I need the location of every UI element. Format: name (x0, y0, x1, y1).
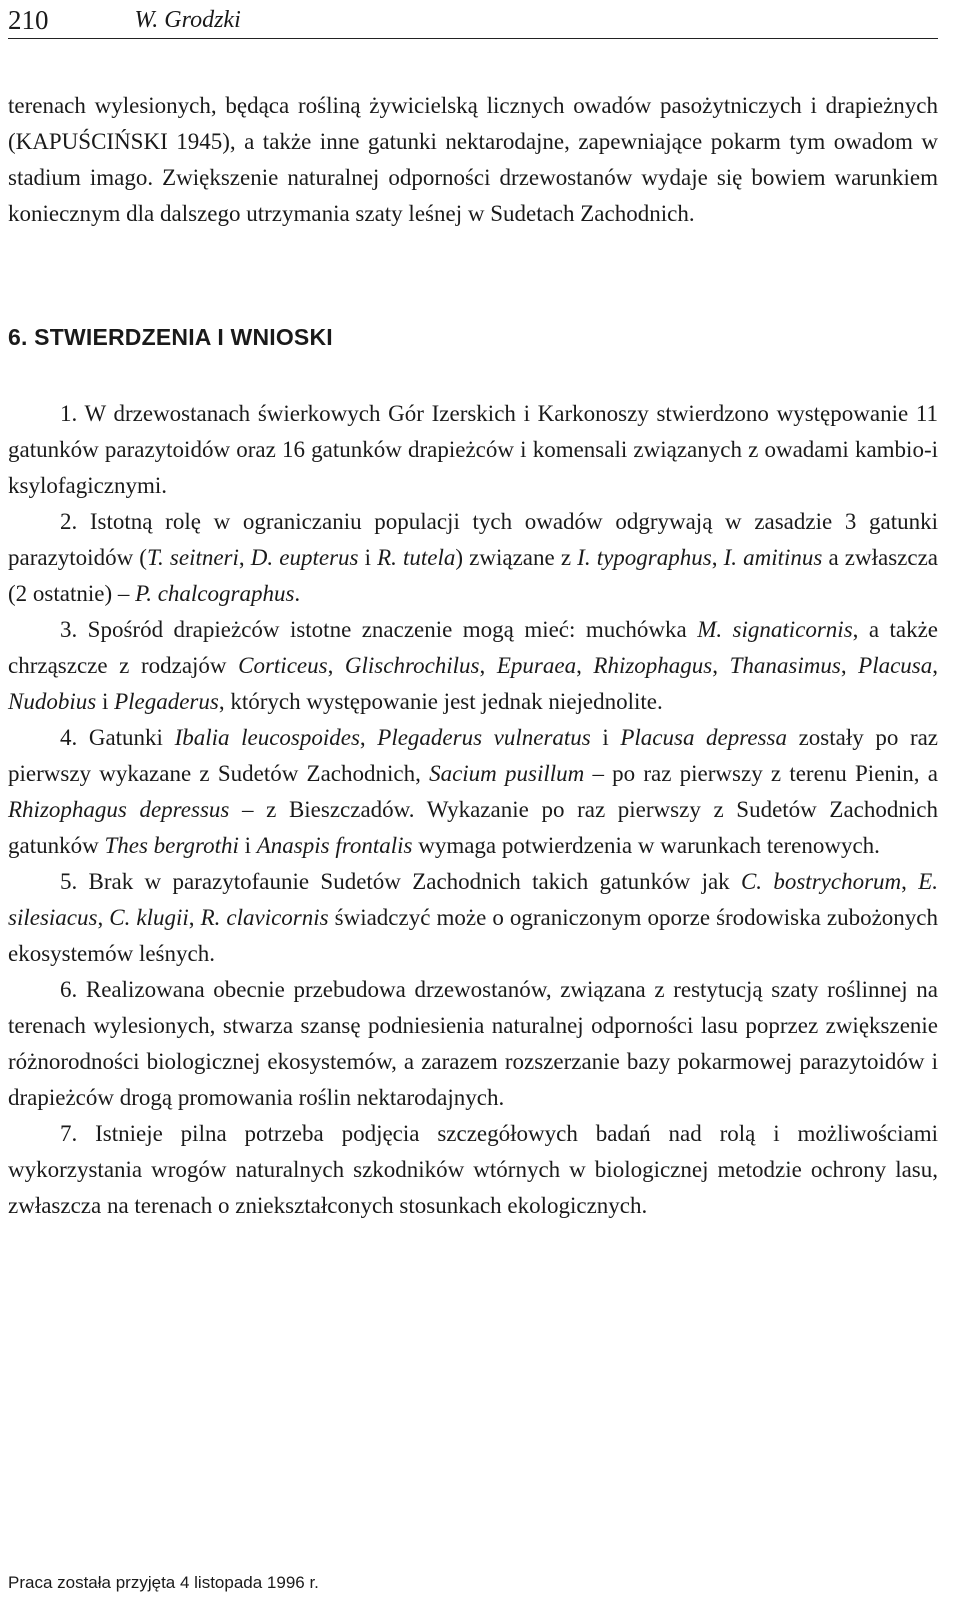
conclusion-item-1 (8, 396, 938, 504)
item-text: 4. Gatunki (60, 725, 175, 750)
item-text: . (294, 581, 301, 606)
item-text: , (238, 545, 251, 570)
item-text: i (358, 545, 378, 570)
species-name: Sacium pusillum (429, 761, 585, 786)
species-name: D. eupterus (250, 545, 359, 570)
species-name: P. chalcographus (135, 581, 295, 606)
item-text: i (238, 833, 257, 858)
species-name: Plegaderus vulneratus (377, 725, 591, 750)
page-header (8, 0, 938, 39)
species-name: C. bostrychorum (740, 869, 902, 894)
item-text: , (97, 905, 110, 930)
acceptance-note: Praca została przyjęta 4 listopada 1996 r. (8, 1573, 319, 1592)
genus-name: Rhizophagus (593, 653, 713, 678)
genus-name: Thanasimus (729, 653, 841, 678)
item-text: 7. Istnieje pilna potrzeba podjęcia szczegółowych badań nad rolą i możliwościami wykorzystania wrogów naturalnych szkodników wtórnych w biologicznej metodzie ochrony lasu, zwłaszcza na terenach o zniekształconych stosunkach ekologicznych. (8, 1121, 938, 1218)
species-name: C. klugii (109, 905, 189, 930)
genus-name: Epuraea (496, 653, 577, 678)
genus-name: Glischrochilus (344, 653, 480, 678)
item-text: 2. Istotną rolę w ograniczaniu populacji tych owadów odgrywają w zasadzie 3 gatunki parazytoidów ( (8, 509, 938, 570)
conclusion-item-3 (8, 612, 938, 720)
genus-name: Corticeus (238, 653, 328, 678)
species-name: Thes bergrothi (104, 833, 239, 858)
item-text: wymaga potwierdzenia w warunkach terenowych. (412, 833, 880, 858)
item-text: – po raz pierwszy z terenu Pienin, a (584, 761, 938, 786)
species-name: T. seitneri (146, 545, 239, 570)
item-text: , (327, 653, 345, 678)
item-text: , (479, 653, 497, 678)
conclusion-item-6 (8, 972, 938, 1116)
item-text: i (96, 689, 115, 714)
running-head: W. Grodzki (134, 7, 241, 33)
item-text: 5. Brak w parazytofaunie Sudetów Zachodnich takich gatunków jak (60, 869, 741, 894)
item-text: , (840, 653, 859, 678)
genus-name: Nudobius (8, 689, 97, 714)
item-text: , (711, 545, 724, 570)
species-name: M. signaticornis (697, 617, 853, 642)
item-text: , (712, 653, 730, 678)
item-text: 6. Realizowana obecnie przebudowa drzewostanów, związana z restytucją szaty roślinnej na terenach wylesionych, stwarza szansę podniesienia naturalnej odporności lasu poprzez zwiększenie różnorodności biologicznej ekosystemów, a zarazem rozszerzanie bazy pokarmowej parazytoidów i drapieżców drogą promowania roślin nektarodajnych. (8, 977, 938, 1110)
item-text: – z Bieszczadów. Wykazanie po raz pierwszy z Sudetów Zachodnich gatunków (8, 797, 938, 858)
item-text: , których występowanie jest jednak niejednolite. (218, 689, 663, 714)
item-text: , (359, 725, 378, 750)
intro-paragraph (8, 88, 938, 232)
item-text: zostały po raz pierwszy wykazane z Sudetów Zachodnich, (8, 725, 939, 786)
item-text: i (590, 725, 621, 750)
species-name: E. silesiacus (8, 869, 939, 930)
genus-name: Placusa (858, 653, 933, 678)
item-text: , a także chrząszcze z rodzajów (8, 617, 938, 678)
item-text: 1. W drzewostanach świerkowych Gór Izerskich i Karkonoszy stwierdzono występowanie 11 gatunków parazytoidów oraz 16 gatunków drapieżców i komensali związanych z owadami kambio-i ksylofagicznymi. (8, 401, 938, 498)
item-text: ) związane z (455, 545, 578, 570)
species-name: Anaspis frontalis (256, 833, 413, 858)
species-name: Rhizophagus depressus (8, 797, 230, 822)
conclusion-item-2 (8, 504, 938, 612)
page-number: 210 (8, 5, 49, 35)
item-text: , (932, 653, 939, 678)
genus-name: Plegaderus (114, 689, 219, 714)
item-text: , (576, 653, 594, 678)
species-name: I. typographus (577, 545, 712, 570)
conclusion-item-4 (8, 720, 938, 864)
item-text: a zwłaszcza (2 ostatnie) – (8, 545, 938, 606)
item-text: , (188, 905, 201, 930)
conclusion-item-5 (8, 864, 938, 972)
species-name: Placusa depressa (620, 725, 787, 750)
intro-text: terenach wylesionych, będąca rośliną żywicielską licznych owadów pasożytniczych i drapieżnych (KAPUŚCIŃSKI 1945), a także inne gatunki nektarodajne, zapewniające pokarm tym owadom w stadium imago. Zwiększenie naturalnej odporności drzewostanów wydaje się bowiem warunkiem koniecznym dla dalszego utrzymania szaty leśnej w Sudetach Zachodnich. (8, 93, 938, 226)
species-name: I. amitinus (723, 545, 823, 570)
section-heading: 6. STWIERDZENIA I WNIOSKI (8, 324, 333, 350)
species-name: R. clavicornis (200, 905, 329, 930)
species-name: R. tutela (377, 545, 456, 570)
item-text: 3. Spośród drapieżców istotne znaczenie mogą mieć: muchówka (60, 617, 698, 642)
species-name: Ibalia leucospoides (174, 725, 360, 750)
item-text: , (901, 869, 919, 894)
item-text: świadczyć może o ograniczonym oporze środowiska zubożonych ekosystemów leśnych. (8, 905, 939, 966)
conclusion-item-7 (8, 1116, 938, 1224)
body-text (8, 88, 938, 1224)
